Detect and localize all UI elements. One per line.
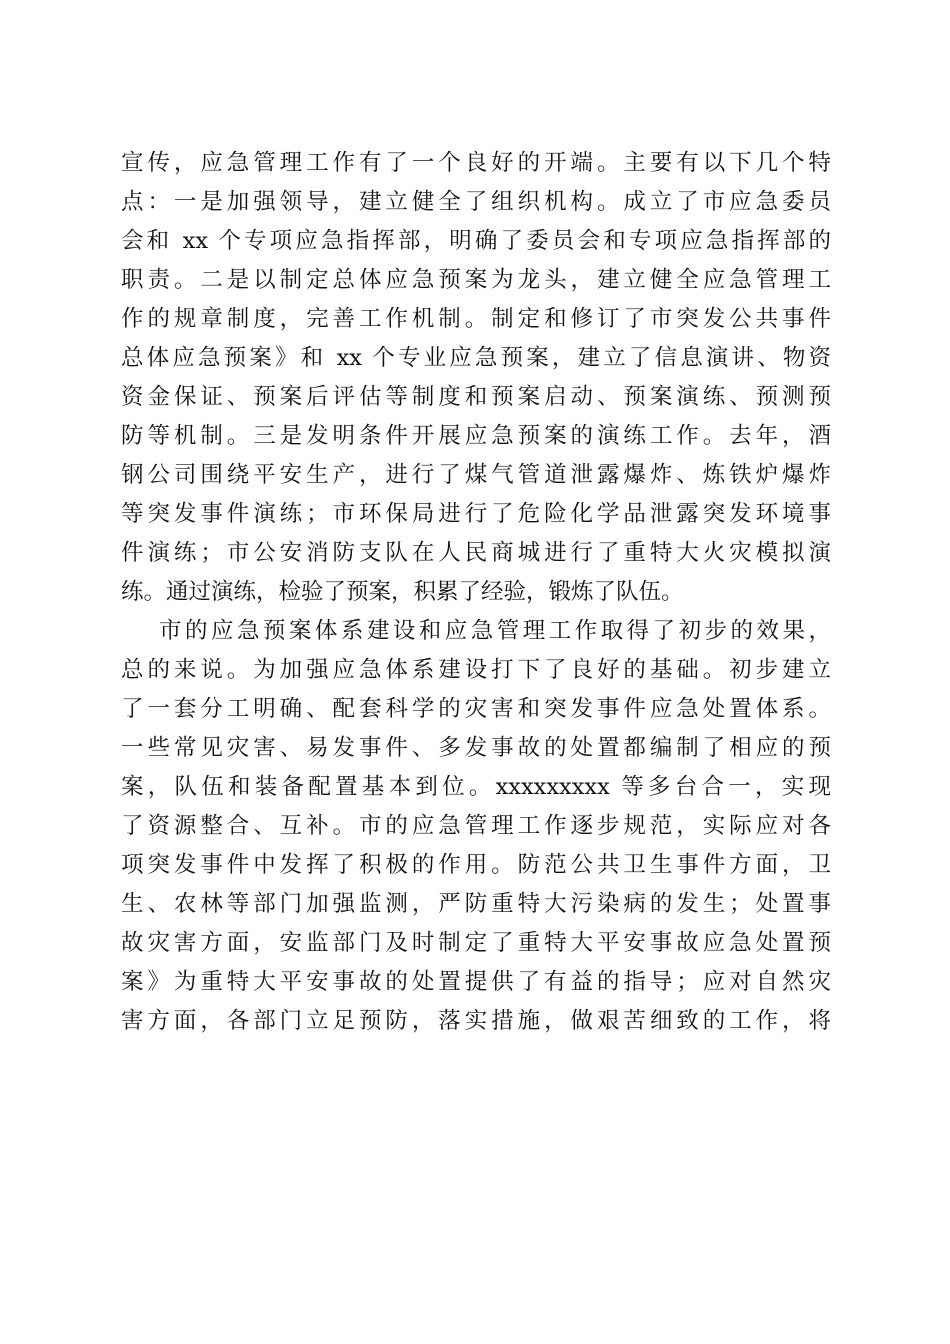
- paragraph-2-line-6: 了资源整合、互补。市的应急管理工作逐步规范，实际应对各: [121, 813, 831, 839]
- paragraph-2-line-7: 项突发事件中发挥了积极的作用。防范公共卫生事件方面，卫: [121, 852, 831, 878]
- paragraph-1-line-1: 宣传，应急管理工作有了一个良好的开端。主要有以下几个特: [121, 150, 831, 176]
- paragraph-2-line-4: 一些常见灾害、易发事件、多发事故的处置都编制了相应的预: [121, 735, 831, 761]
- paragraph-1-line-11: 件演练；市公安消防支队在人民商城进行了重特大火灾模拟演: [121, 540, 831, 566]
- paragraph-1-line-2: 点：一是加强领导，建立健全了组织机构。成立了市应急委员: [121, 189, 831, 215]
- paragraph-1-line-8: 防等机制。三是发明条件开展应急预案的演练工作。去年，酒: [121, 423, 831, 449]
- paragraph-2-line-11: 害方面，各部门立足预防，落实措施，做艰苦细致的工作，将: [121, 1008, 831, 1034]
- paragraph-2-line-3: 了一套分工明确、配套科学的灾害和突发事件应急处置体系。: [121, 696, 831, 722]
- paragraph-2-line-10: 案》为重特大平安事故的处置提供了有益的指导；应对自然灾: [121, 969, 831, 995]
- paragraph-2-line-5: 案，队伍和装备配置基本到位。xxxxxxxxx 等多台合一，实现: [121, 774, 831, 800]
- paragraph-1-line-12: 练。通过演练，检验了预案，积累了经验，锻炼了队伍。: [121, 579, 684, 605]
- paragraph-2-line-9: 故灾害方面，安监部门及时制定了重特大平安事故应急处置预: [121, 930, 831, 956]
- paragraph-1-line-3: 会和 xx 个专项应急指挥部，明确了委员会和专项应急指挥部的: [121, 228, 831, 254]
- paragraph-2-line-8: 生、农林等部门加强监测，严防重特大污染病的发生；处置事: [121, 891, 831, 917]
- paragraph-1-line-4: 职责。二是以制定总体应急预案为龙头，建立健全应急管理工: [121, 267, 831, 293]
- paragraph-1-line-5: 作的规章制度，完善工作机制。制定和修订了市突发公共事件: [121, 306, 831, 332]
- paragraph-1-line-7: 资金保证、预案后评估等制度和预案启动、预案演练、预测预: [121, 384, 831, 410]
- paragraph-1-line-10: 等突发事件演练；市环保局进行了危险化学品泄露突发环境事: [121, 501, 831, 527]
- paragraph-1-line-6: 总体应急预案》和 xx 个专业应急预案，建立了信息演讲、物资: [121, 345, 831, 371]
- paragraph-1-line-9: 钢公司围绕平安生产，进行了煤气管道泄露爆炸、炼铁炉爆炸: [121, 462, 831, 488]
- paragraph-2-line-2: 总的来说。为加强应急体系建设打下了良好的基础。初步建立: [121, 657, 831, 683]
- paragraph-2-line-1: 市的应急预案体系建设和应急管理工作取得了初步的效果，: [159, 618, 831, 644]
